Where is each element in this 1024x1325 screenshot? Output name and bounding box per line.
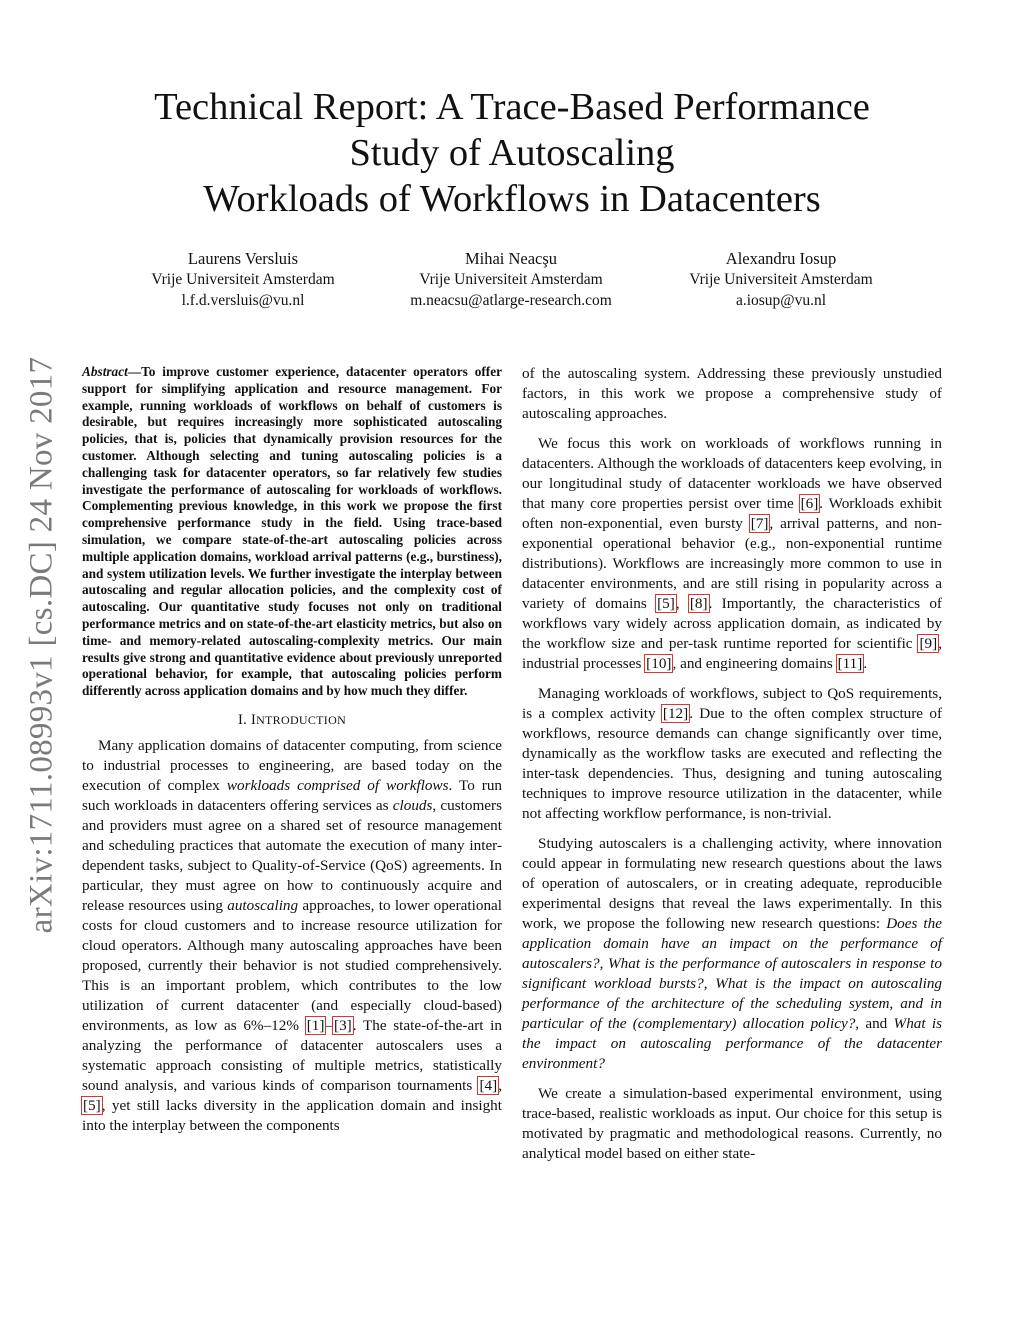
text-run: , (498, 1076, 502, 1094)
text-run: . The state-of-the-art in analyzing the performance of datacenter autoscalers uses a systematic approach consisting of multiple metrics, statistically sound analysis, and various kinds of comparison tournaments (82, 1016, 502, 1094)
author-email: l.f.d.versluis@vu.nl (181, 292, 305, 309)
citation-link[interactable]: [10] (646, 655, 672, 672)
section-title-rest: NTRODUCTION (256, 712, 347, 727)
abstract-text: To improve customer experience, datacenter operators offer support for simplifying application and resource management. For example, running workloads of workflows on behalf of customers is desirable, but requires increasingly more sophisticated autoscaling policies, that is, policies that dynamically provision resources for the customer. Although selecting and tuning autoscaling policies is a challenging task for datacenter operators, so far relatively few studies investigate the performance of autoscaling for workloads of workflows. Complementing previous knowledge, in this work we propose the first comprehensive performance study in the field. Using trace-based simulation, we compare state-of-the-art autoscaling policies across multiple application domains, workload arrival patterns (e.g., burstiness), and system utilization levels. We further investigate the interplay between autoscaling and regular allocation policies, and the complexity cost of autoscaling. Our quantitative study focuses not only on traditional performance metrics and on state-of-the-art elasticity metrics, but also on time- and memory-related autoscaling-complexity metrics. Our main results give strong and quantitative evidence about previously unreported operational behavior, for example, that autoscaling policies perform differently across application domains and by how much they differ. (82, 364, 502, 699)
section-initial: I (250, 711, 257, 728)
emphasis: clouds (392, 796, 433, 814)
abstract-label: Abstract (82, 364, 128, 379)
author-name: Alexandru Iosup (725, 249, 837, 268)
research-question: What is the impact on autoscaling performance of the architecture of the scheduling system, and in particular of the (complementary) allocation policy? (522, 975, 943, 1032)
emphasis: workloads comprised of workflows (226, 776, 449, 794)
intro-paragraph (82, 736, 502, 1136)
paragraph-research-questions (522, 834, 942, 1074)
arxiv-identifier: arXiv:1711.08993v1 [cs.DC] 24 Nov 2017 (23, 356, 60, 934)
citation-link[interactable]: [7] (750, 515, 769, 532)
citation-link[interactable]: [9] (919, 635, 938, 652)
text-run: Many application domains of datacenter computing, from science to industrial processes to engineering, are based today on the execution of complex (82, 736, 502, 794)
text-run: . To run such workloads in datacenters offering services as (82, 776, 503, 814)
citation-link[interactable]: [3] (334, 1016, 352, 1034)
text-run: , and (855, 1015, 894, 1032)
text-run: , industrial processes (522, 635, 942, 672)
text-run: , arrival patterns, and non-exponential operational behavior (e.g., non-exponential runtime distributions). Workflows are increasingly more common to use in datacenter environments, and are still rising in popularity across a variety of domains (522, 515, 942, 612)
right-column (522, 364, 942, 1174)
title-line-3: Workloads of Workflows in Datacenters (203, 178, 821, 220)
text-run: We focus this work on workloads of workflows running in datacenters. Although the workloads of datacenters keep evolving, in our longitudinal study of datacenter workloads we have observed that many core properties persist over time (522, 435, 942, 512)
citation-link[interactable]: [12] (662, 705, 689, 722)
author-email: a.iosup@vu.nl (735, 292, 827, 309)
paragraph-continuation: of the autoscaling system. Addressing these previously unstudied factors, in this work we propose a comprehensive study of autoscaling approaches. (522, 365, 942, 422)
citation-link[interactable]: [6] (800, 495, 819, 512)
author-affiliation: Vrije Universiteit Amsterdam (689, 271, 873, 288)
text-run: , (675, 595, 689, 612)
text-run: . Workloads exhibit often non-exponential, even bursty (522, 495, 942, 532)
text-run: approaches, to lower operational costs for cloud customers and to increase resource utilization for cloud operators. Although many autoscaling approaches have been proposed, currently their behavior is not studied comprehensively. This is an important problem, which contributes to the low utilization of current datacenter (and especially cloud-based) environments, as low as 6%–12% (82, 896, 503, 1034)
text-run: Studying autoscalers is a challenging activity, where innovation could appear in formulating new research questions about the laws of operation of autoscalers, or in creating adequate, reproducible experimental designs that reveal the laws experimentally. In this work, we propose the following new research questions: (522, 835, 942, 932)
author-affiliation: Vrije Universiteit Amsterdam (419, 271, 603, 288)
text-run: Managing workloads of workflows, subject to QoS requirements, is a complex activity (522, 685, 942, 722)
title-line-2: Study of Autoscaling (349, 132, 675, 174)
text-run: . Due to the often complex structure of workflows, resource demands can change significantly over time, dynamically as the workflow tasks are executed and reflecting the inter-task dependencies. Thus, designing and tuning autoscaling techniques to improve resource utilization in the datacenter, while not affecting workflow performance, is non-trivial. (522, 705, 942, 822)
citation-link[interactable]: [1] (306, 1016, 325, 1034)
author-name: Laurens Versluis (187, 249, 299, 268)
left-column (82, 364, 502, 1136)
author-email: m.neacsu@atlarge-research.com (410, 292, 612, 309)
research-question: What is the impact on autoscaling performance of the datacenter environment? (522, 1015, 942, 1072)
research-question: What is the performance of autoscalers in response to significant workload bursts? (522, 955, 942, 992)
abstract-dash: — (127, 364, 142, 379)
text-run: . Importantly, the characteristics of workflows vary widely across application domain, as indicated by the workflow size and per-task runtime reported for scientific (522, 595, 942, 652)
abstract (82, 364, 502, 700)
emphasis: autoscaling (227, 896, 299, 914)
citation-link[interactable]: [11] (837, 655, 863, 672)
section-heading-introduction (82, 710, 502, 730)
text-run: , customers and providers must agree on a shared set of resource management and scheduling practices that automate the execution of many inter-dependent tasks, subject to Quality-of-Service (QoS) agreements. In particular, they must agree on how to continuously acquire and release resources using (82, 796, 502, 914)
author-2 (381, 248, 641, 311)
text-run: , (599, 955, 609, 972)
paper-title (112, 84, 912, 222)
text-run: – (325, 1016, 334, 1034)
text-run: , yet still lacks diversity in the application domain and insight into the interplay between the components (82, 1096, 502, 1134)
text-run: , and engineering domains (672, 655, 837, 672)
section-number: I. (237, 711, 251, 728)
paragraph-simulation: We create a simulation-based experimental environment, using trace-based, realistic workloads as input. Our choice for this setup is motivated by pragmatic and methodological reasons. Currently, no analytical model based on either state- (522, 1085, 942, 1162)
research-question: Does the application domain have an impact on the performance of autoscalers? (522, 915, 942, 972)
citation-link[interactable]: [8] (689, 595, 708, 612)
citation-link[interactable]: [4] (479, 1076, 498, 1094)
citation-link[interactable]: [5] (83, 1096, 101, 1114)
paragraph-managing (522, 684, 942, 824)
author-3 (651, 248, 911, 311)
text-run: . (863, 655, 868, 672)
text-run: , (703, 975, 716, 992)
author-1 (113, 248, 373, 311)
title-line-1: Technical Report: A Trace-Based Performance (154, 86, 870, 128)
author-affiliation: Vrije Universiteit Amsterdam (151, 271, 335, 288)
paragraph-workflows (522, 434, 942, 674)
citation-link[interactable]: [5] (657, 595, 675, 612)
author-name: Mihai Neacşu (464, 249, 558, 268)
arxiv-sidebar (12, 345, 72, 945)
